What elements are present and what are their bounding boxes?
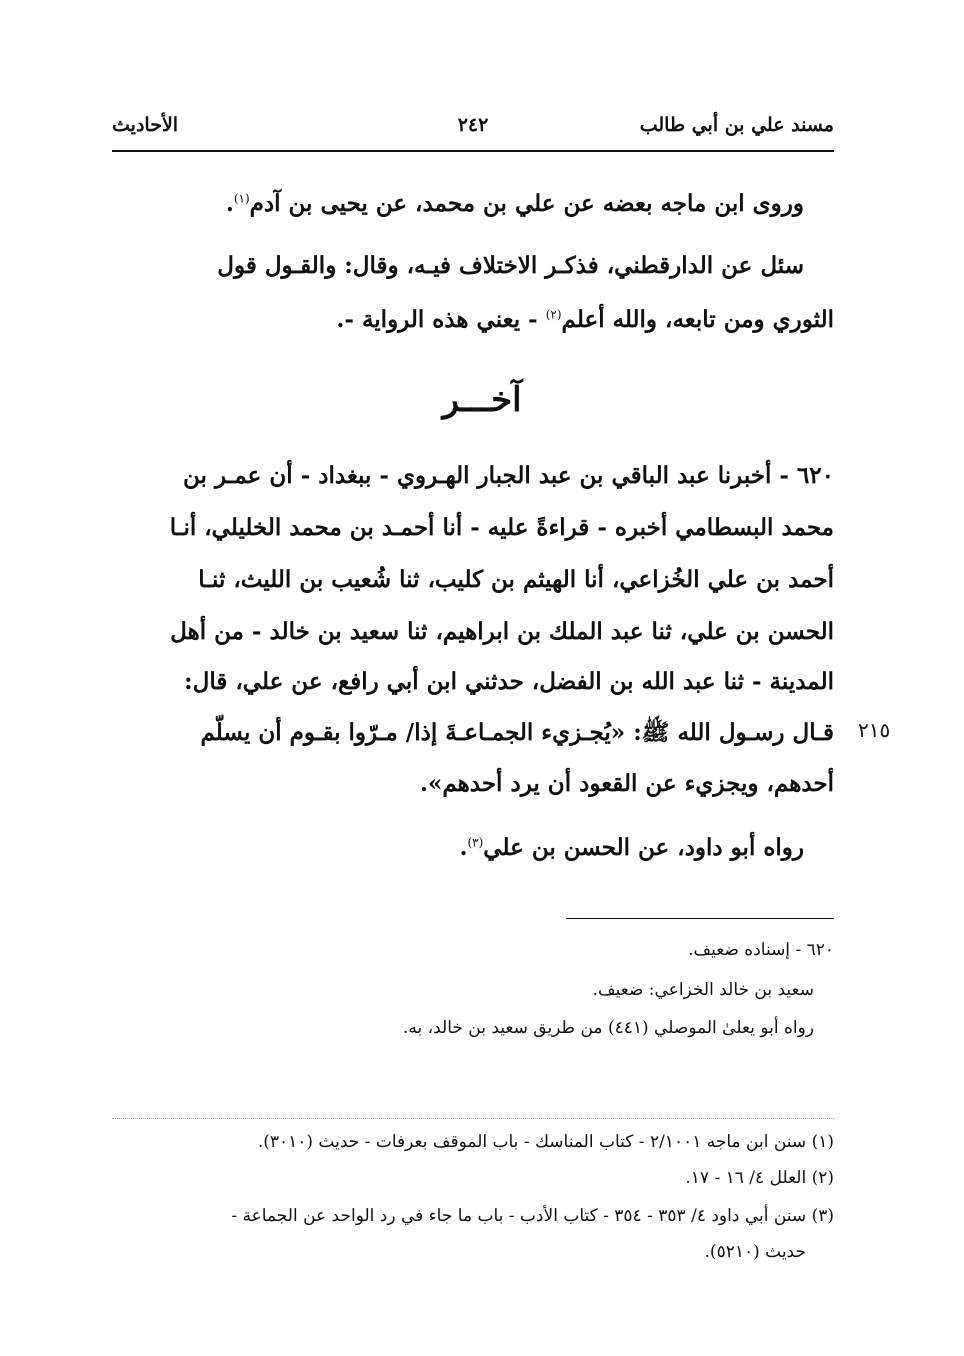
hadith-line-4: الحسن بن علي، ثنا عبد الملك بن ابراهيم، ثنا سعيد بن خالد - من أهل [170, 618, 834, 645]
footnote-2: (٢) العلل ٤/ ١٦ - ١٧. [685, 1168, 834, 1188]
note-3: رواه أبو يعلىٰ الموصلي (٤٤١) من طريق سعيد بن خالد، به. [402, 1018, 814, 1038]
header-rule [112, 150, 834, 152]
header-section: الأحاديث [112, 114, 179, 136]
hadith-line-6: قـال رسـول الله ﷺ: «يُجـزيء الجمـاعـةَ إذا/ مـرّوا بقـوم أن يسلّم [200, 719, 834, 746]
footnote-separator [112, 1118, 834, 1119]
hadith-line-3: أحمد بن علي الخُزاعي، أنا الهيثم بن كليب، ثنا شُعيب بن الليث، ثنـا [198, 566, 834, 593]
note-2: سعيد بن خالد الخزاعي: ضعيف. [592, 980, 814, 1000]
hadith-line-5: المدينة - ثنا عبد الله بن الفضل، حدثني ابن أبي رافع، عن علي، قال: [184, 668, 834, 695]
para2-text: الثوري ومن تابعه، والله أعلم [561, 306, 834, 333]
para2-line1: سئل عن الدارقطني، فذكـر الاختلاف فيـه، وقال: والقـول قول [217, 252, 804, 279]
footnote-mark-1: (١) [233, 191, 250, 206]
footnote-3-continued: حديث (٥٢١٠). [704, 1242, 806, 1262]
hadith-line-7: أحدهم، ويجزيء عن القعود أن يرد أحدهم». [419, 770, 834, 797]
running-header [112, 112, 834, 148]
margin-number: ٢١٥ [858, 718, 891, 742]
page-number: ٢٤٢ [457, 114, 489, 136]
footnote-mark-3: (٣) [467, 835, 484, 850]
footnote-3: (٣) سنن أبي داود ٤/ ٣٥٣ - ٣٥٤ - كتاب الأدب - باب ما جاء في رد الواحد عن الجماعة - [231, 1206, 834, 1226]
footnote-1: (١) سنن ابن ماجه ٢/١٠٠١ - كتاب المناسك - باب الموقف بعرفات - حديث (٣٠١٠). [257, 1132, 834, 1152]
hadith-riwaya: رواه أبو داود، عن الحسن بن علي [483, 834, 804, 861]
para1-line1 [226, 190, 804, 217]
para2-text-end: - يعني هذه الرواية -. [336, 306, 546, 333]
notes-rule [566, 918, 834, 919]
note-1: ٦٢٠ - إسناده ضعيف. [688, 940, 834, 960]
para1-end: . [225, 190, 234, 217]
hadith-line-1: ٦٢٠ - أخبرنا عبد الباقي بن عبد الجبار الهـروي - ببغداد - أن عمـر بن [183, 462, 834, 489]
section-title: آخـــر [442, 380, 522, 420]
hadith-end: . [459, 834, 468, 861]
para1-text: وروى ابن ماجه بعضه عن علي بن محمد، عن يحيى بن آدم [249, 190, 804, 217]
header-book-title: مسند علي بن أبي طالب [639, 114, 834, 136]
hadith-line-8 [459, 834, 804, 861]
para2-line2 [336, 306, 834, 333]
hadith-line-2: محمد البسطامي أخبره - قراءةً عليه - أنا أحمـد بن محمد الخليلي، أنـا [169, 514, 834, 541]
footnote-mark-2: (٢) [545, 307, 562, 322]
